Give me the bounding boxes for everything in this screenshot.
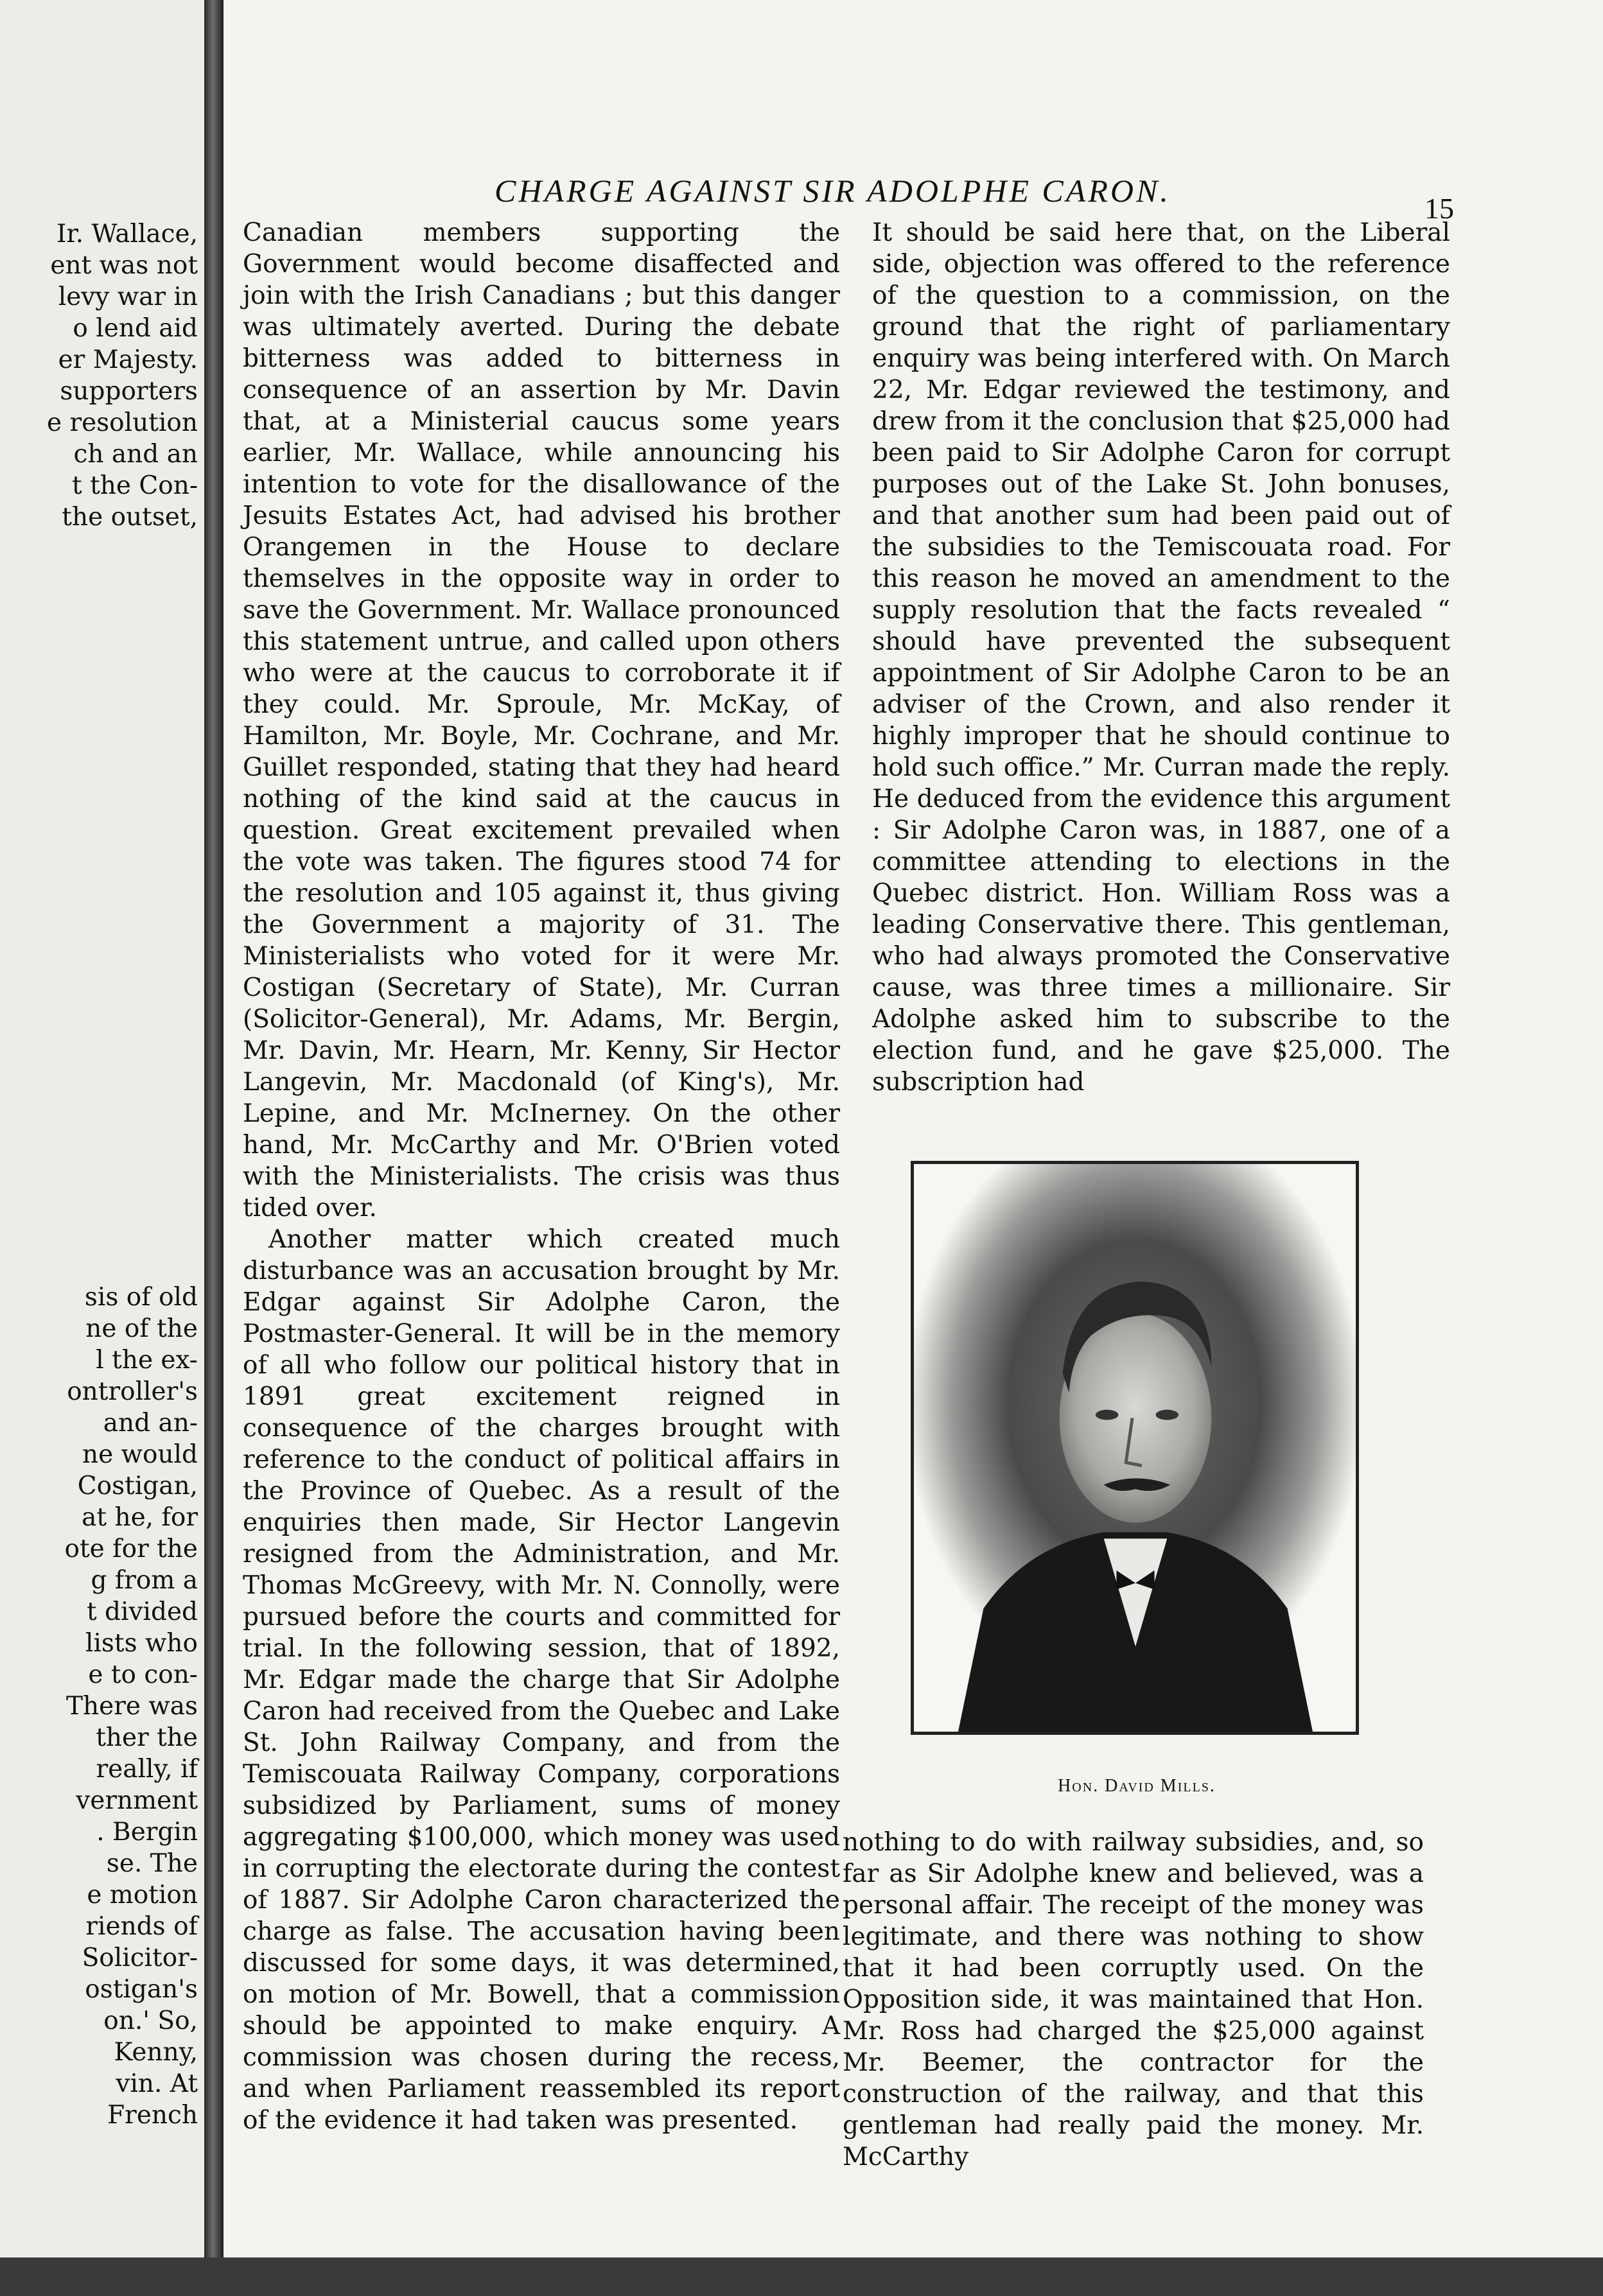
- left-page-line: supporters: [60, 377, 198, 406]
- left-page-line: sis of old: [84, 1283, 198, 1312]
- left-page-line: . Bergin: [96, 1818, 198, 1847]
- text-column-right-bottom: [843, 1827, 1424, 2173]
- page-bottom-edge: [0, 2257, 1603, 2296]
- left-page-line: lists who: [85, 1629, 198, 1658]
- left-page-line: ther the: [96, 1723, 198, 1752]
- left-page-line: t divided: [86, 1597, 198, 1626]
- left-page-line: l the ex-: [96, 1346, 198, 1375]
- left-page-line: ontroller's: [67, 1377, 198, 1406]
- left-page-line: Costigan,: [77, 1472, 198, 1500]
- left-page-line: levy war in: [58, 283, 198, 311]
- page-number: 15: [1424, 192, 1454, 225]
- text-column-right-top: [872, 217, 1450, 1098]
- left-page-line: e motion: [87, 1881, 198, 1909]
- left-page-line: Kenny,: [114, 2038, 198, 2067]
- running-header: CHARGE AGAINST SIR ADOLPHE CARON.: [495, 173, 1171, 209]
- adjacent-left-page: [0, 0, 204, 2296]
- left-page-line: the outset,: [62, 503, 198, 532]
- left-page-line: ne of the: [85, 1314, 198, 1343]
- left-page-line: at he, for: [82, 1503, 198, 1532]
- left-page-line: se. The: [106, 1849, 198, 1878]
- paragraph: Canadian members supporting the Government would become disaffected and join with the Irish Canadians ; but this danger was ultimately averted. During the debate bitterness was added to bitterness in consequence of an assertion by Mr. Davin that, at a Ministerial caucus some years earlier, Mr. Wallace, while announcing his intention to vote for the disallowance of the Jesuits Estates Act, had advised his brother Orangemen in the House to declare themselves in the opposite way in order to save the Government. Mr. Wallace pronounced this statement untrue, and called upon others who were at the caucus to corroborate it if they could. Mr. Sproule, Mr. McKay, of Hamilton, Mr. Boyle, Mr. Cochrane, and Mr. Guillet responded, stating that they had heard nothing of the kind said at the caucus in question. Great excitement prevailed when the vote was taken. The figures stood 74 for the resolution and 105 against it, thus giving the Government a majority of 31. The Ministerialists who voted for it were Mr. Costigan (Secretary of State), Mr. Curran (Solicitor-General), Mr. Adams, Mr. Bergin, Mr. Davin, Mr. Hearn, Mr. Kenny, Sir Hector Langevin, Mr. Macdonald (of King's), Mr. Lepine, and Mr. McInerney. On the other hand, Mr. McCarthy and Mr. O'Brien voted with the Ministerialists. The crisis was thus tided over.: [243, 218, 840, 1222]
- left-page-line: ne would: [82, 1440, 198, 1469]
- portrait-caption: Hon. David Mills.: [1058, 1776, 1216, 1796]
- text-column-left: [243, 217, 840, 2136]
- left-page-line: on.' So,: [103, 2006, 198, 2035]
- paragraph: nothing to do with railway subsidies, and, so far as Sir Adolphe knew and believed, was a personal affair. The receipt of the money was legitimate, and there was nothing to show that it had been corruptly used. On the Opposition side, it was maintained that Hon. Mr. Ross had charged the $25,000 against Mr. Beemer, the contractor for the construction of the railway, and that this gentleman had really paid the money. Mr. McCarthy: [843, 1828, 1424, 2171]
- portrait-image: [911, 1161, 1359, 1735]
- left-page-line: g from a: [91, 1566, 198, 1595]
- left-page-line: Ir. Wallace,: [56, 220, 198, 248]
- left-page-line: er Majesty.: [58, 345, 198, 374]
- left-page-line: Solicitor-: [82, 1944, 198, 1972]
- left-page-line: t the Con-: [72, 471, 198, 500]
- left-page-line: riends of: [85, 1912, 198, 1941]
- left-page-line: vin. At: [116, 2069, 198, 2098]
- left-page-line: really, if: [96, 1755, 198, 1784]
- paragraph: Another matter which created much disturbance was an accusation brought by Mr. Edgar against Sir Adolphe Caron, the Postmaster-General. It will be in the memory of all who follow our political history that in 1891 great excitement reigned in consequence of the charges brought with reference to the conduct of political affairs in the Province of Quebec. As a result of the enquiries then made, Sir Hector Langevin resigned from the Administration, and Mr. Thomas McGreevy, with Mr. N. Connolly, were pursued before the courts and committed for trial. In the following session, that of 1892, Mr. Edgar made the charge that Sir Adolphe Caron had received from the Quebec and Lake St. John Railway Company, and from the Temiscouata Railway Company, corporations subsidized by Parliament, sums of money aggregating $100,000, which money was used in corrupting the electorate during the contest of 1887. Sir Adolphe Caron characterized the charge as false. The accusation having been discussed for some days, it was determined, on motion of Mr. Bowell, that a commission should be appointed to make enquiry. A commission was chosen during the recess, and when Parliament reassembled its report of the evidence it had taken was presented.: [243, 1225, 840, 2135]
- left-page-line: vernment: [76, 1786, 198, 1815]
- left-page-line: e to con-: [88, 1660, 198, 1689]
- portrait-illustration: [914, 1164, 1356, 1732]
- left-page-line: ote for the: [64, 1535, 198, 1563]
- left-page-line: e resolution: [46, 408, 198, 437]
- left-page-line: o lend aid: [73, 314, 198, 343]
- paragraph: It should be said here that, on the Liberal side, objection was offered to the reference of the question to a commission, on the ground that the right of parliamentary enquiry was being interfered with. On March 22, Mr. Edgar reviewed the testimony, and drew from it the conclusion that $25,000 had been paid to Sir Adolphe Caron for corrupt purposes out of the Lake St. John bonuses, and that another sum had been paid out of the subsidies to the Temiscouata road. For this reason he moved an amendment to the supply resolution that the facts revealed “ should have prevented the subsequent appointment of Sir Adolphe Caron to be an adviser of the Crown, and also render it highly improper that he should continue to hold such office.” Mr. Curran made the reply. He deduced from the evidence this argument : Sir Adolphe Caron was, in 1887, one of a committee attending to elections in the Quebec district. Hon. William Ross was a leading Conservative there. This gentleman, who had always promoted the Conservative cause, was three times a millionaire. Sir Adolphe asked him to subscribe to the election fund, and he gave $25,000. The subscription had: [872, 218, 1450, 1097]
- left-page-line: ent was not: [50, 251, 198, 280]
- left-page-line: French: [107, 2101, 198, 2130]
- left-page-line: ch and an: [73, 440, 198, 469]
- left-page-line: and an-: [103, 1409, 198, 1438]
- book-gutter: [204, 0, 223, 2296]
- left-page-line: ostigan's: [85, 1975, 198, 2004]
- left-page-line: There was: [66, 1692, 198, 1721]
